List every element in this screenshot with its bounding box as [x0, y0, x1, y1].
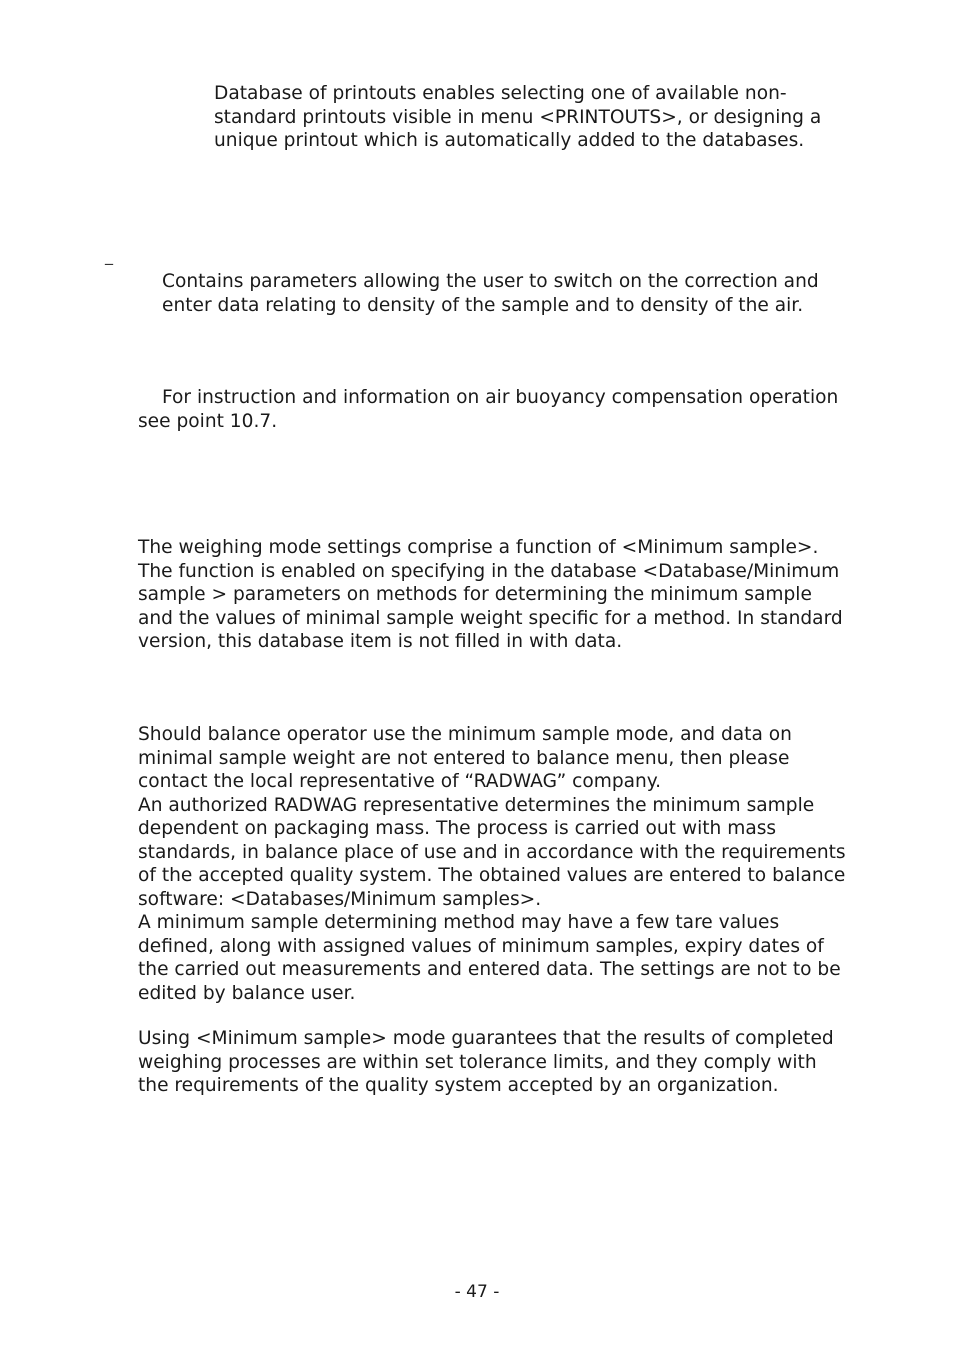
- text-line: edited by balance user.: [138, 982, 356, 1004]
- text-line: dependent on packaging mass. The process is carried out with mass: [138, 818, 777, 839]
- instruction-paragraph: [138, 386, 838, 433]
- printouts-paragraph: [214, 82, 821, 153]
- guarantee-paragraph: [138, 1027, 834, 1098]
- buoyancy-paragraph: [162, 270, 819, 317]
- text-line: and the values of minimal sample weight specific for a method. In standard: [138, 607, 843, 629]
- text-line: For instruction and information on air buoyancy compensation operation: [162, 387, 839, 408]
- text-line: see point 10.7.: [138, 410, 278, 432]
- text-line: software: <Databases/Minimum samples>.: [138, 888, 542, 910]
- text-line: minimal sample weight are not entered to balance menu, then please: [138, 747, 790, 769]
- text-line: The weighing mode settings comprise a function of <Minimum sample>.: [138, 537, 819, 558]
- page-number: - 47 -: [454, 1282, 500, 1302]
- text-line: contact the local representative of “RADWAG” company.: [138, 771, 662, 792]
- text-line: A minimum sample determining method may have a few tare values: [138, 912, 780, 933]
- weighing-mode-paragraph: [138, 536, 843, 654]
- operator-paragraph: [138, 723, 846, 1005]
- text-line: defined, along with assigned values of minimum samples, expiry dates of: [138, 935, 824, 957]
- text-line: Database of printouts enables selecting one of available non-: [214, 83, 787, 104]
- text-line: Using <Minimum sample> mode guarantees that the results of completed: [138, 1028, 834, 1049]
- text-line: version, this database item is not filled in with data.: [138, 631, 623, 652]
- text-line: the requirements of the quality system accepted by an organization.: [138, 1075, 779, 1096]
- text-line: Should balance operator use the minimum sample mode, and data on: [138, 724, 792, 745]
- text-line: of the accepted quality system. The obtained values are entered to balance: [138, 865, 846, 886]
- text-line: Contains parameters allowing the user to switch on the correction and: [162, 271, 819, 292]
- text-line: the carried out measurements and entered data. The settings are not to be: [138, 959, 841, 980]
- text-line: sample > parameters on methods for determining the minimum sample: [138, 584, 812, 605]
- text-line: The function is enabled on specifying in the database <Database/Minimum: [138, 560, 840, 582]
- text-line: weighing processes are within set tolerance limits, and they comply with: [138, 1051, 817, 1073]
- text-line: standard printouts visible in menu <PRINTOUTS>, or designing a: [214, 106, 822, 128]
- dash-mark: _: [105, 246, 113, 265]
- text-line: enter data relating to density of the sample and to density of the air.: [162, 294, 804, 316]
- text-line: unique printout which is automatically added to the databases.: [214, 130, 805, 151]
- text-line: An authorized RADWAG representative determines the minimum sample: [138, 794, 815, 816]
- text-line: standards, in balance place of use and in accordance with the requirements: [138, 841, 846, 863]
